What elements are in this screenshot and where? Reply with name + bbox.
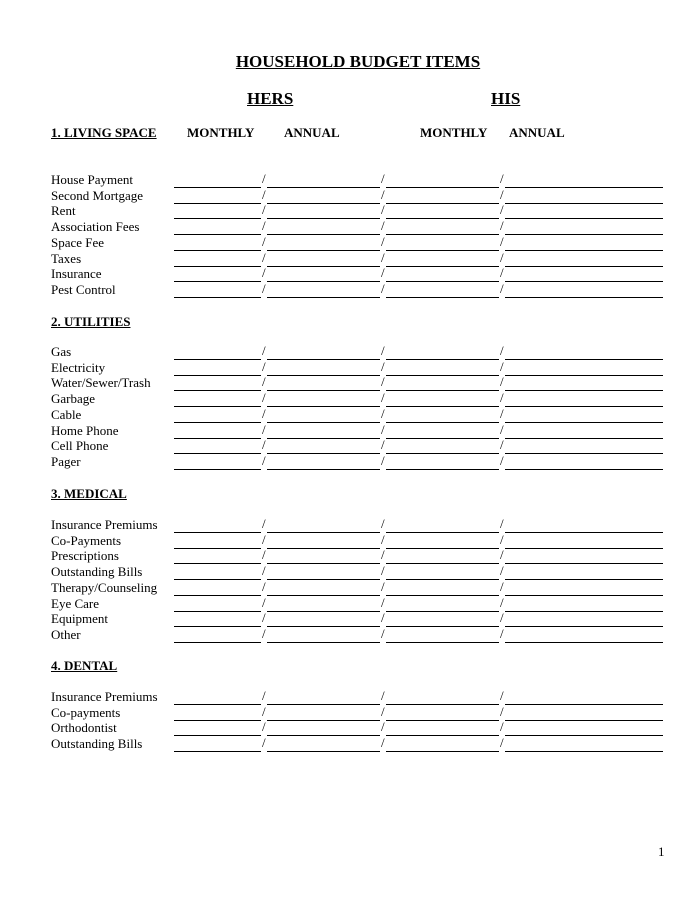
slash-separator: / (500, 437, 504, 453)
hers-annual-blank[interactable] (267, 642, 380, 643)
his-heading: HIS (491, 89, 521, 108)
hers-monthly-blank[interactable] (174, 642, 261, 643)
slash-separator: / (381, 390, 385, 406)
slash-separator: / (500, 547, 504, 563)
row-label: Therapy/Counseling (51, 579, 158, 595)
row-label: House Payment (51, 172, 133, 187)
budget-row (51, 203, 663, 219)
budget-row (51, 705, 663, 721)
budget-row (51, 360, 663, 376)
section-heading-utilities: 2. UTILITIES (51, 314, 131, 329)
budget-row (51, 423, 663, 439)
budget-row (51, 564, 663, 580)
row-label: Insurance Premiums (51, 517, 158, 532)
hers-annual-column-heading: ANNUAL (284, 125, 340, 140)
slash-separator: / (381, 703, 385, 719)
his-annual-column-heading: ANNUAL (509, 125, 565, 140)
section-heading-dental: 4. DENTAL (51, 658, 118, 673)
slash-separator: / (262, 578, 266, 594)
slash-separator: / (262, 374, 266, 390)
hers-annual-blank[interactable] (267, 469, 380, 470)
budget-row (51, 235, 663, 251)
slash-separator: / (500, 186, 504, 202)
slash-separator: / (500, 265, 504, 281)
his-annual-blank[interactable] (505, 469, 663, 470)
slash-separator: / (262, 280, 266, 296)
slash-separator: / (262, 719, 266, 735)
his-monthly-column-heading: MONTHLY (420, 125, 488, 140)
budget-row (51, 627, 663, 643)
slash-separator: / (381, 437, 385, 453)
slash-separator: / (500, 610, 504, 626)
slash-separator: / (262, 703, 266, 719)
slash-separator: / (262, 421, 266, 437)
budget-row (51, 266, 663, 282)
slash-separator: / (500, 735, 504, 751)
slash-separator: / (381, 233, 385, 249)
slash-separator: / (381, 265, 385, 281)
slash-separator: / (262, 437, 266, 453)
slash-separator: / (381, 374, 385, 390)
slash-separator: / (381, 343, 385, 358)
slash-separator: / (381, 547, 385, 563)
slash-separator: / (262, 531, 266, 547)
row-label: Insurance (51, 266, 102, 282)
slash-separator: / (381, 218, 385, 234)
slash-separator: / (262, 358, 266, 374)
row-label: Electricity (51, 359, 106, 375)
row-label: Cell Phone (51, 438, 109, 454)
slash-separator: / (262, 249, 266, 265)
row-label: Outstanding Bills (51, 564, 143, 580)
row-label: Co-Payments (51, 532, 122, 548)
budget-row (51, 720, 663, 736)
slash-separator: / (262, 735, 266, 751)
slash-separator: / (500, 531, 504, 547)
budget-row (51, 736, 663, 752)
slash-separator: / (262, 688, 266, 703)
page-number: 1 (658, 844, 665, 859)
slash-separator: / (500, 703, 504, 719)
slash-separator: / (500, 421, 504, 437)
budget-row (51, 391, 663, 407)
budget-row (51, 344, 663, 360)
budget-row (51, 611, 663, 627)
hers-monthly-blank[interactable] (174, 751, 261, 752)
row-label: Equipment (51, 611, 109, 627)
slash-separator: / (500, 625, 504, 641)
slash-separator: / (262, 547, 266, 563)
slash-separator: / (500, 390, 504, 406)
hers-monthly-blank[interactable] (174, 469, 261, 470)
budget-row (51, 251, 663, 267)
row-label: Taxes (51, 250, 82, 266)
row-label: Association Fees (51, 219, 140, 235)
his-annual-blank[interactable] (505, 642, 663, 643)
slash-separator: / (262, 625, 266, 641)
row-label: Orthodontist (51, 720, 117, 736)
slash-separator: / (381, 735, 385, 751)
slash-separator: / (262, 343, 266, 358)
row-label: Insurance Premiums (51, 689, 158, 704)
slash-separator: / (381, 610, 385, 626)
his-monthly-blank[interactable] (386, 469, 499, 470)
slash-separator: / (262, 233, 266, 249)
slash-separator: / (262, 186, 266, 202)
slash-separator: / (500, 249, 504, 265)
his-monthly-blank[interactable] (386, 751, 499, 752)
slash-separator: / (262, 171, 266, 186)
slash-separator: / (500, 594, 504, 610)
slash-separator: / (381, 171, 385, 186)
slash-separator: / (262, 390, 266, 406)
row-label: Garbage (51, 391, 96, 407)
slash-separator: / (262, 265, 266, 281)
hers-monthly-column-heading: MONTHLY (187, 125, 255, 140)
budget-row (51, 454, 663, 470)
slash-separator: / (500, 578, 504, 594)
slash-separator: / (500, 171, 504, 186)
slash-separator: / (381, 280, 385, 296)
hers-annual-blank[interactable] (267, 297, 380, 298)
slash-separator: / (500, 202, 504, 218)
slash-separator: / (381, 358, 385, 374)
budget-row (51, 282, 663, 298)
budget-row (51, 172, 663, 188)
row-label: Pest Control (51, 281, 116, 297)
slash-separator: / (381, 719, 385, 735)
slash-separator: / (262, 563, 266, 579)
row-label: Pager (51, 453, 81, 469)
row-label: Gas (51, 344, 72, 359)
slash-separator: / (381, 516, 385, 531)
row-label: Cable (51, 406, 82, 422)
his-monthly-blank[interactable] (386, 642, 499, 643)
budget-row (51, 596, 663, 612)
budget-row (51, 219, 663, 235)
row-label: Home Phone (51, 422, 119, 438)
row-label: Outstanding Bills (51, 736, 143, 752)
slash-separator: / (381, 452, 385, 468)
row-label: Other (51, 626, 81, 642)
row-label: Co-payments (51, 704, 121, 720)
his-monthly-blank[interactable] (386, 297, 499, 298)
budget-row (51, 188, 663, 204)
slash-separator: / (381, 531, 385, 547)
row-label: Second Mortgage (51, 187, 144, 203)
slash-separator: / (262, 218, 266, 234)
slash-separator: / (381, 249, 385, 265)
his-annual-blank[interactable] (505, 751, 663, 752)
row-label: Water/Sewer/Trash (51, 375, 151, 391)
budget-row (51, 533, 663, 549)
slash-separator: / (262, 452, 266, 468)
slash-separator: / (262, 202, 266, 218)
budget-row (51, 548, 663, 564)
slash-separator: / (500, 688, 504, 703)
slash-separator: / (381, 563, 385, 579)
slash-separator: / (381, 578, 385, 594)
slash-separator: / (500, 563, 504, 579)
budget-row (51, 580, 663, 596)
slash-separator: / (381, 202, 385, 218)
section-heading-living-space: 1. LIVING SPACE (51, 125, 157, 140)
row-label: Eye Care (51, 595, 100, 611)
slash-separator: / (500, 218, 504, 234)
slash-separator: / (381, 688, 385, 703)
slash-separator: / (262, 516, 266, 531)
section-heading-medical: 3. MEDICAL (51, 486, 127, 501)
slash-separator: / (500, 719, 504, 735)
slash-separator: / (500, 233, 504, 249)
hers-monthly-blank[interactable] (174, 297, 261, 298)
slash-separator: / (500, 343, 504, 358)
slash-separator: / (500, 516, 504, 531)
slash-separator: / (500, 374, 504, 390)
slash-separator: / (381, 421, 385, 437)
row-label: Prescriptions (51, 548, 119, 564)
slash-separator: / (381, 405, 385, 421)
slash-separator: / (262, 610, 266, 626)
budget-row (51, 375, 663, 391)
slash-separator: / (500, 452, 504, 468)
budget-row (51, 689, 663, 705)
row-label: Space Fee (51, 234, 105, 250)
row-label: Rent (51, 203, 76, 219)
document-title: HOUSEHOLD BUDGET ITEMS (235, 52, 481, 71)
hers-annual-blank[interactable] (267, 751, 380, 752)
slash-separator: / (381, 594, 385, 610)
his-annual-blank[interactable] (505, 297, 663, 298)
budget-row (51, 517, 663, 533)
slash-separator: / (381, 625, 385, 641)
budget-row (51, 438, 663, 454)
slash-separator: / (500, 280, 504, 296)
slash-separator: / (262, 405, 266, 421)
slash-separator: / (500, 358, 504, 374)
budget-row (51, 407, 663, 423)
slash-separator: / (262, 594, 266, 610)
slash-separator: / (500, 405, 504, 421)
slash-separator: / (381, 186, 385, 202)
hers-heading: HERS (247, 89, 294, 108)
